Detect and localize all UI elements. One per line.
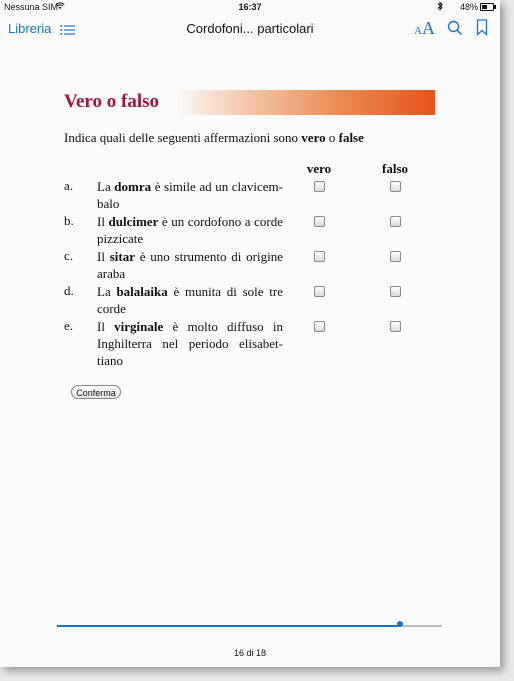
- item-instrument: dulcimer: [108, 214, 159, 229]
- carrier-label: Nessuna SIM: [4, 2, 59, 12]
- search-icon[interactable]: [447, 20, 463, 41]
- nav-bar: [0, 14, 500, 44]
- item-text: [97, 318, 283, 369]
- clock: 16:37: [238, 2, 262, 12]
- item-instrument: sitar: [109, 249, 135, 264]
- library-button[interactable]: Libreria: [8, 21, 52, 36]
- instruction-text: [64, 130, 364, 146]
- item-text-post: è uno strumento di origine araba: [97, 249, 283, 281]
- bookmark-icon[interactable]: [476, 19, 488, 41]
- item-instrument: balalaika: [116, 284, 168, 299]
- item-text-pre: Il: [97, 214, 109, 229]
- exercise-heading: Vero o falso: [64, 91, 159, 112]
- item-letter: b.: [64, 213, 74, 228]
- font-size-large-icon: A: [421, 18, 435, 38]
- item-text-post: è munita di sole tre corde: [97, 284, 283, 316]
- battery-icon: [480, 3, 494, 11]
- instruction-vero: vero: [301, 130, 326, 145]
- font-size-button[interactable]: [414, 18, 435, 39]
- item-text-pre: La: [97, 284, 117, 299]
- confirm-button[interactable]: Conferma: [71, 385, 121, 399]
- column-header-falso: falso: [382, 161, 408, 176]
- status-bar: [0, 0, 500, 14]
- checkbox-vero-e[interactable]: [314, 321, 325, 332]
- page-progress-handle[interactable]: [397, 621, 403, 627]
- item-letter: c.: [64, 248, 74, 263]
- checkbox-falso-c[interactable]: [390, 251, 401, 262]
- item-text: [97, 178, 283, 212]
- item-text: [97, 248, 283, 282]
- checkbox-falso-a[interactable]: [390, 181, 401, 192]
- instruction-pre: Indica quali delle seguenti affermazioni sono: [64, 130, 302, 145]
- item-letter: d.: [64, 283, 74, 298]
- checkbox-falso-d[interactable]: [390, 286, 401, 297]
- item-text-post: è un cordofono a corde pizzicate: [97, 214, 283, 246]
- item-text: [97, 213, 283, 247]
- item-text-pre: La: [97, 179, 115, 194]
- item-letter: e.: [64, 318, 74, 333]
- instruction-mid: o: [325, 130, 339, 145]
- item-text-post: è molto diffuso in Inghilterra nel periodo elisabet-tiano: [97, 319, 283, 368]
- checkbox-vero-b[interactable]: [314, 216, 325, 227]
- checkbox-vero-c[interactable]: [314, 251, 325, 262]
- item-text: [97, 283, 283, 317]
- item-text-post: è simile ad un clavicem-balo: [97, 179, 283, 211]
- page-progress-bar[interactable]: [57, 625, 442, 627]
- book-title: Cordofoni... particolari: [186, 21, 314, 36]
- item-instrument: virginale: [114, 319, 164, 334]
- page-progress-fill: [57, 625, 400, 627]
- checkbox-falso-e[interactable]: [390, 321, 401, 332]
- bluetooth-icon: [437, 1, 443, 13]
- battery-percent: 48%: [459, 2, 478, 12]
- item-text-pre: Il: [97, 249, 110, 264]
- font-size-small-icon: A: [414, 25, 422, 37]
- item-instrument: domra: [114, 179, 152, 194]
- instruction-falso: false: [338, 130, 364, 145]
- column-header-vero: vero: [306, 161, 332, 176]
- checkbox-vero-a[interactable]: [314, 181, 325, 192]
- checkbox-vero-d[interactable]: [314, 286, 325, 297]
- checkbox-falso-b[interactable]: [390, 216, 401, 227]
- item-letter: a.: [64, 178, 74, 193]
- page-number: 16 di 18: [233, 648, 267, 658]
- item-text-pre: Il: [97, 319, 115, 334]
